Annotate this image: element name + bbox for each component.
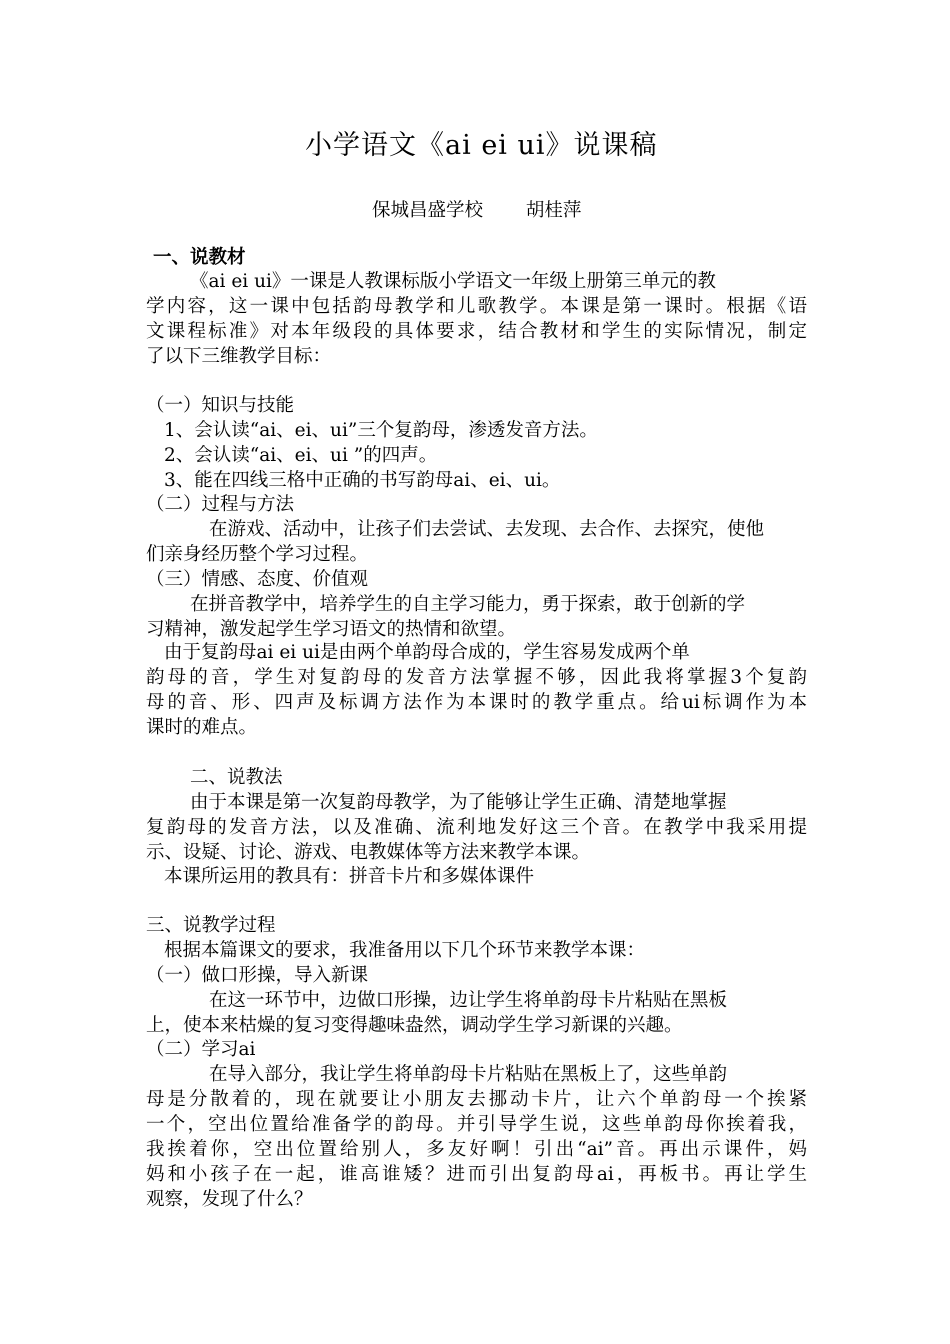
subsection-heading: （一）做口形操，导入新课 (146, 965, 369, 986)
paragraph-line: 根据本篇课文的要求，我准备用以下几个环节来教学本课： (164, 940, 646, 961)
paragraph-line: 们亲身经历整个学习过程。 (146, 544, 369, 565)
paragraph-line: 上，使本来枯燥的复习变得趣味盎然，调动学生学习新课的兴趣。 (146, 1015, 683, 1036)
subsection-heading: （二）过程与方法 (146, 494, 295, 515)
list-item: 2、会认读“ai、ei、ui ”的四声。 (164, 445, 438, 466)
subsection-heading: （二）学习ai (146, 1039, 256, 1060)
paragraph-line: 母的音、形、四声及标调方法作为本课时的教学重点。给ui标调作为本 (146, 692, 807, 713)
section-1-heading: 一、说教材 (153, 247, 246, 268)
paragraph-line: 我挨着你，空出位置给别人，多友好啊！引出“ai”音。再出示课件，妈 (146, 1139, 807, 1160)
document-title: 小学语文《ai ei ui》说课稿 (305, 130, 658, 161)
list-item: 3、能在四线三格中正确的书写韵母ai、ei、ui。 (164, 470, 561, 491)
paragraph-line: 母是分散着的，现在就要让小朋友去挪动卡片，让六个单韵母一个挨紧 (146, 1089, 807, 1110)
paragraph-line: 观察，发现了什么？ (146, 1189, 313, 1210)
subsection-heading: （三）情感、态度、价值观 (146, 569, 369, 590)
paragraph-line: 在导入部分，我让学生将单韵母卡片粘贴在黑板上了，这些单韵 (209, 1064, 728, 1085)
paragraph-line: 课时的难点。 (146, 717, 258, 738)
paragraph-line: 在拼音教学中，培养学生的自主学习能力，勇于探索，敢于创新的学 (190, 594, 746, 615)
paragraph-line: 了以下三维教学目标： (146, 346, 332, 367)
paragraph-line: 由于复韵母ai ei ui是由两个单韵母合成的，学生容易发成两个单 (164, 642, 690, 663)
section-3-heading: 三、说教学过程 (146, 915, 276, 936)
section-2-heading: 二、说教法 (190, 767, 283, 788)
paragraph-line: 由于本课是第一次复韵母教学，为了能够让学生正确、清楚地掌握 (190, 792, 727, 813)
paragraph-line: 在游戏、活动中，让孩子们去尝试、去发现、去合作、去探究，使他 (209, 519, 765, 540)
author-line: 保城昌盛学校 胡桂萍 (372, 200, 582, 221)
paragraph-line: 妈和小孩子在一起，谁高谁矮？进而引出复韵母ai，再板书。再让学生 (146, 1164, 807, 1185)
paragraph-line: 《ai ei ui》一课是人教课标版小学语文一年级上册第三单元的教 (190, 271, 716, 292)
subsection-heading: （一）知识与技能 (146, 395, 295, 416)
paragraph-line: 韵母的音，学生对复韵母的发音方法掌握不够，因此我将掌握3个复韵 (146, 667, 807, 688)
paragraph-line: 复韵母的发音方法，以及准确、流利地发好这三个音。在教学中我采用提 (146, 817, 807, 838)
paragraph-line: 文课程标准》对本年级段的具体要求，结合教材和学生的实际情况，制定 (146, 321, 807, 342)
paragraph-line: 习精神，激发起学生学习语文的热情和欲望。 (146, 619, 517, 640)
paragraph-line: 学内容，这一课中包括韵母教学和儿歌教学。本课是第一课时。根据《语 (146, 296, 807, 317)
list-item: 1、会认读“ai、ei、ui”三个复韵母，渗透发音方法。 (164, 420, 598, 441)
paragraph-line: 在这一环节中，边做口形操，边让学生将单韵母卡片粘贴在黑板 (209, 990, 728, 1011)
paragraph-line: 本课所运用的教具有：拼音卡片和多媒体课件 (164, 866, 535, 887)
paragraph-line: 示、设疑、讨论、游戏、电教媒体等方法来教学本课。 (146, 842, 591, 863)
paragraph-line: 一个，空出位置给准备学的韵母。并引导学生说，这些单韵母你挨着我， (146, 1114, 807, 1135)
